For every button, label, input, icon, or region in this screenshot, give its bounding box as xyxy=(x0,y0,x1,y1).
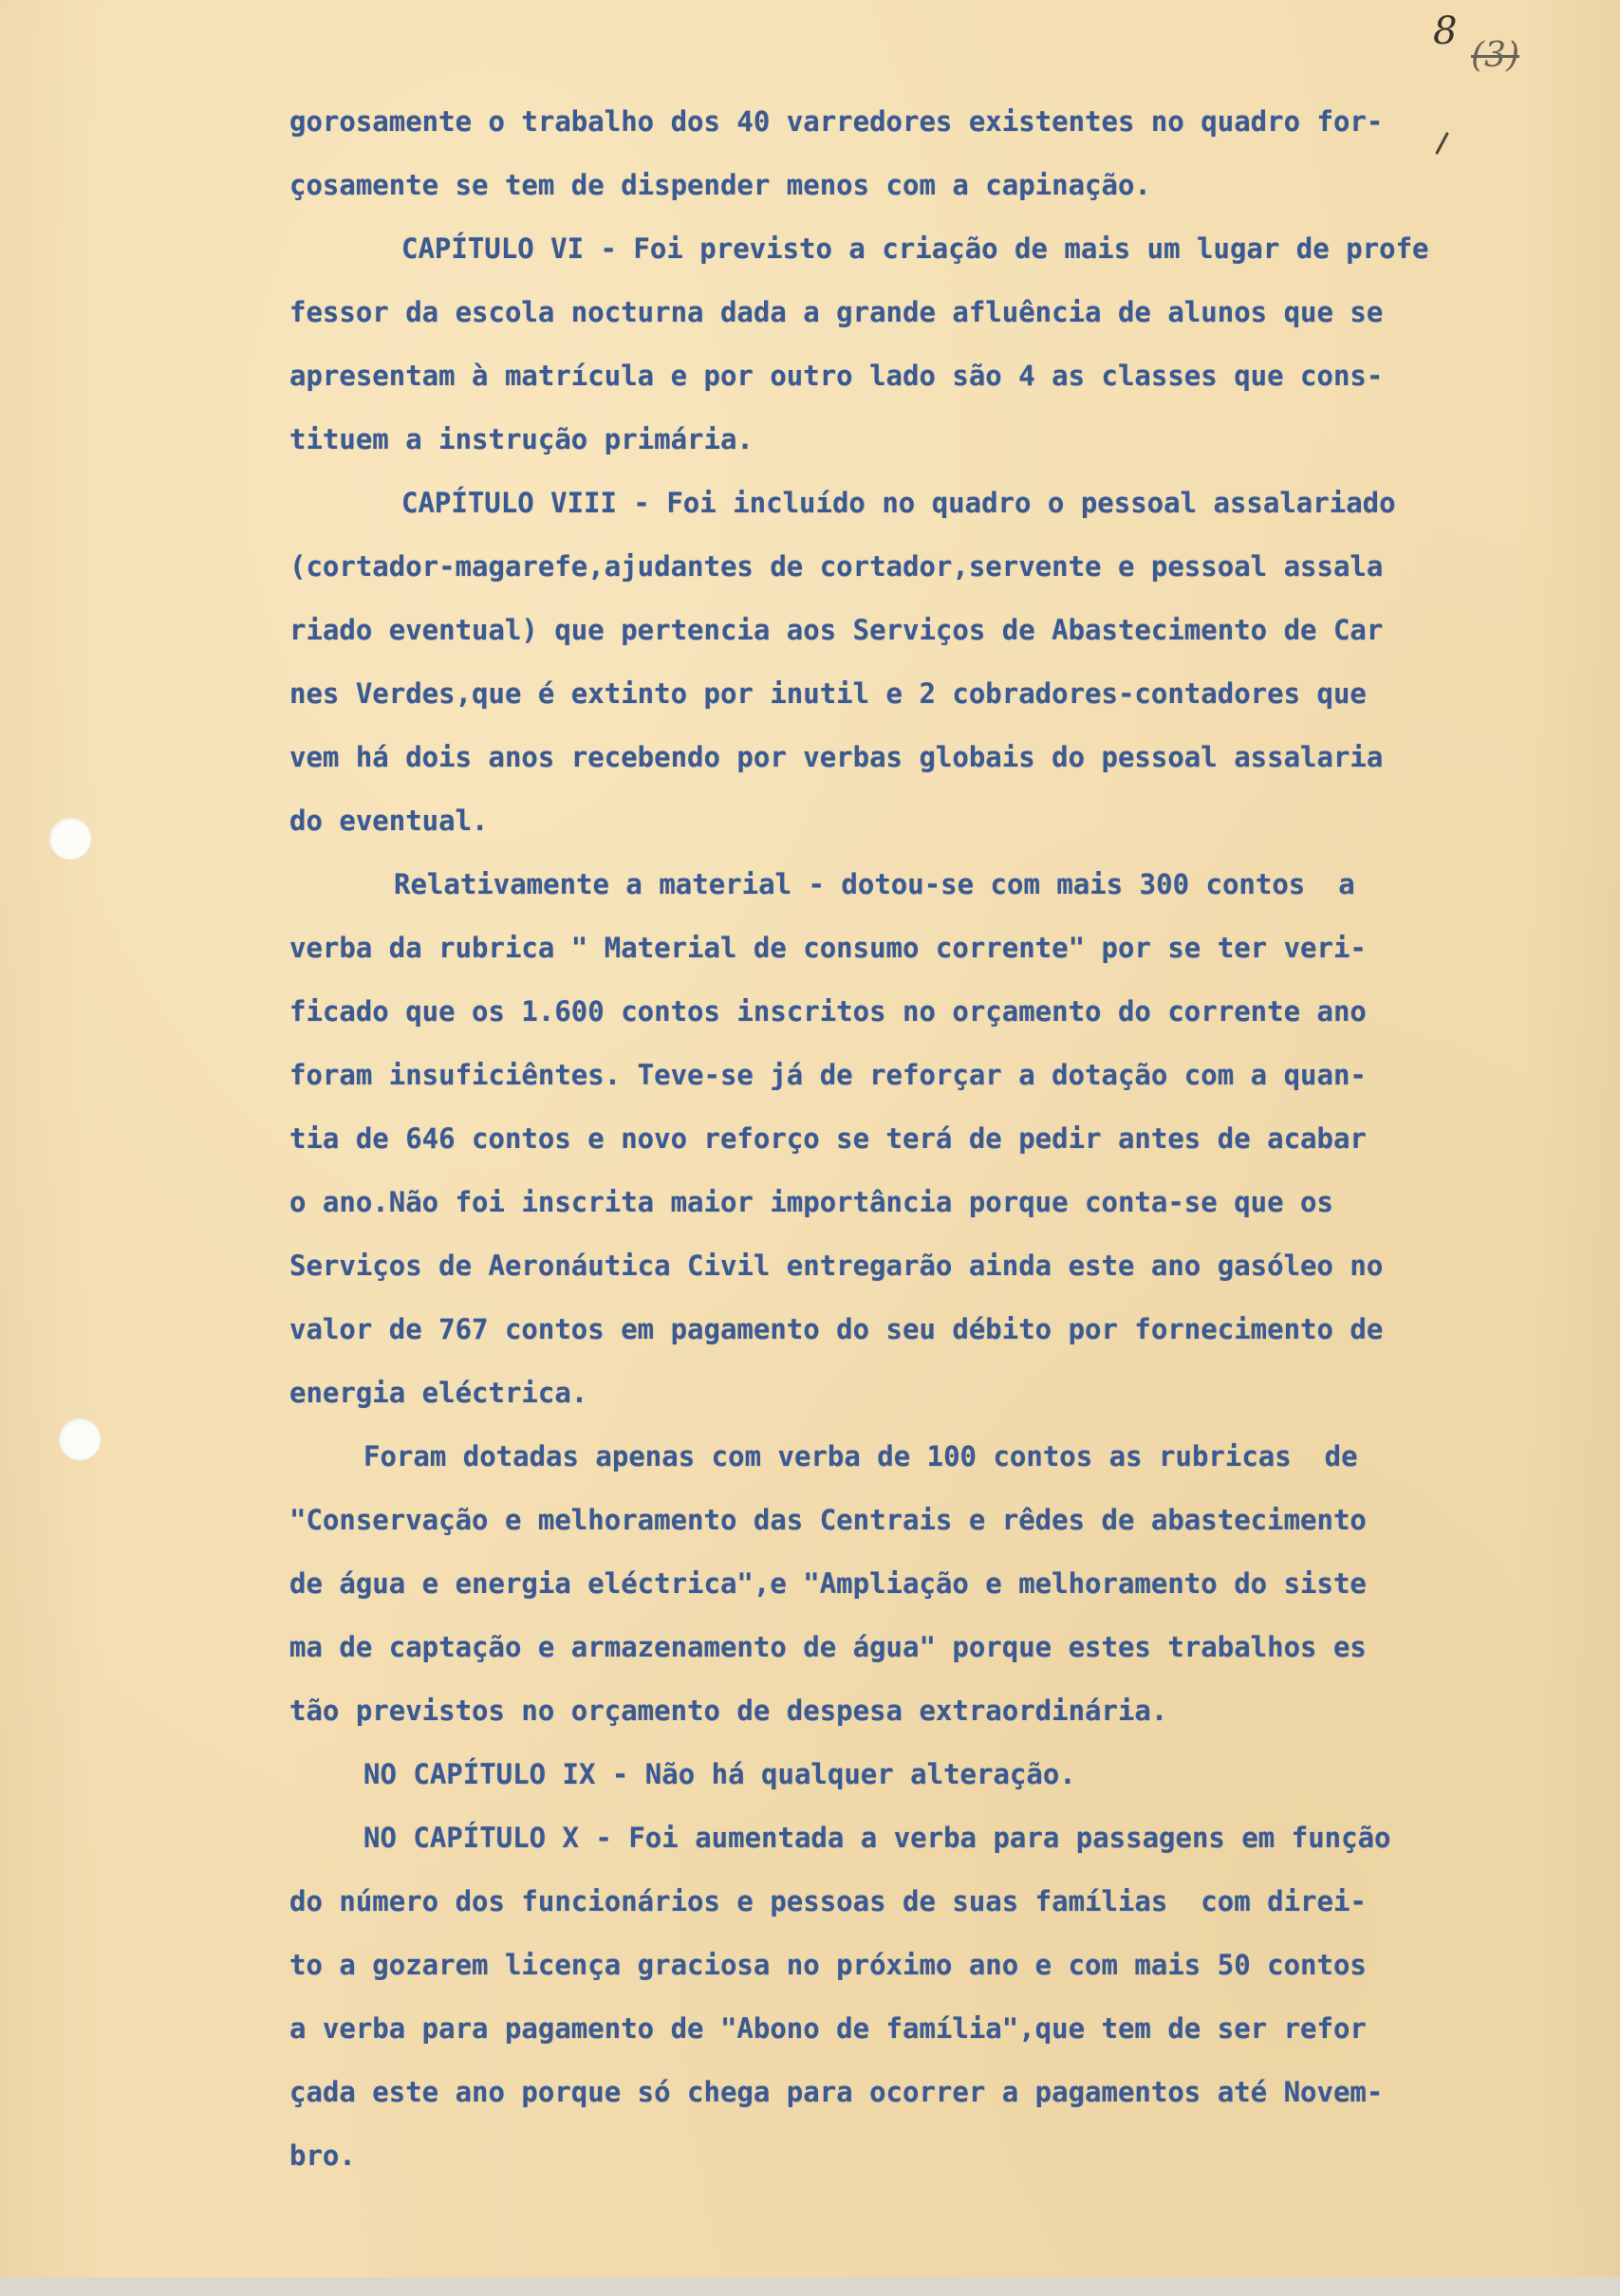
text-line: tão previstos no orçamento de despesa extraordinária. xyxy=(289,1694,1168,1727)
paragraph-start-line: Relativamente a material - dotou-se com mais 300 contos a xyxy=(394,868,1355,900)
text-line: valor de 767 contos em pagamento do seu débito por fornecimento de xyxy=(289,1313,1384,1345)
archive-number: (3) xyxy=(1471,36,1519,75)
text-line: nes Verdes,que é extinto por inutil e 2 cobradores-contadores que xyxy=(289,677,1367,710)
typed-text-body xyxy=(289,102,1552,2200)
text-line: do número dos funcionários e pessoas de suas famílias com direi- xyxy=(289,1885,1367,1917)
chapter-heading-line: NO CAPÍTULO IX - Não há qualquer alteração. xyxy=(363,1758,1076,1790)
text-line: çosamente se tem de dispender menos com a capinação. xyxy=(289,169,1151,201)
text-line: o ano.Não foi inscrita maior importância porque conta-se que os xyxy=(289,1186,1333,1218)
scan-bottom-edge xyxy=(0,2277,1620,2296)
text-line: apresentam à matrícula e por outro lado são 4 as classes que cons- xyxy=(289,360,1384,392)
text-line: (cortador-magarefe,ajudantes de cortador,servente e pessoal assala xyxy=(289,550,1384,583)
text-line: energia eléctrica. xyxy=(289,1377,588,1409)
text-line: ficado que os 1.600 contos inscritos no orçamento do corrente ano xyxy=(289,995,1367,1028)
text-line: tia de 646 contos e novo reforço se terá de pedir antes de acabar xyxy=(289,1122,1367,1155)
text-line: riado eventual) que pertencia aos Serviços de Abastecimento de Car xyxy=(289,614,1384,646)
text-line: ma de captação e armazenamento de água" porque estes trabalhos es xyxy=(289,1631,1367,1663)
chapter-heading-line: NO CAPÍTULO X - Foi aumentada a verba para passagens em função xyxy=(363,1822,1391,1854)
punch-hole-bottom xyxy=(59,1418,101,1460)
text-line: de água e energia eléctrica",e "Ampliação e melhoramento do siste xyxy=(289,1567,1367,1600)
punch-hole-top xyxy=(49,818,91,860)
text-line: foram insuficiêntes. Teve-se já de reforçar a dotação com a quan- xyxy=(289,1059,1367,1091)
text-line: verba da rubrica " Material de consumo corrente" por se ter veri- xyxy=(289,932,1367,964)
text-line: gorosamente o trabalho dos 40 varredores existentes no quadro for- xyxy=(289,105,1384,138)
text-line: çada este ano porque só chega para ocorrer a pagamentos até Novem- xyxy=(289,2076,1384,2108)
text-line: do eventual. xyxy=(289,805,489,837)
chapter-heading-line: CAPÍTULO VIII - Foi incluído no quadro o pessoal assalariado xyxy=(401,487,1396,519)
text-line: tituem a instrução primária. xyxy=(289,423,754,455)
text-line: vem há dois anos recebendo por verbas globais do pessoal assalaria xyxy=(289,741,1384,773)
text-line: "Conservação e melhoramento das Centrais e rêdes de abastecimento xyxy=(289,1504,1367,1536)
text-line: fessor da escola nocturna dada a grande afluência de alunos que se xyxy=(289,296,1384,328)
paragraph-start-line: Foram dotadas apenas com verba de 100 contos as rubricas de xyxy=(363,1440,1358,1472)
handwritten-page-number: 8 xyxy=(1433,9,1458,53)
chapter-heading-line: CAPÍTULO VI - Foi previsto a criação de mais um lugar de profe xyxy=(401,232,1429,265)
text-line: a verba para pagamento de "Abono de família",que tem de ser refor xyxy=(289,2012,1367,2045)
text-line: to a gozarem licença graciosa no próximo ano e com mais 50 contos xyxy=(289,1949,1367,1981)
text-line: Serviços de Aeronáutica Civil entregarão ainda este ano gasóleo no xyxy=(289,1250,1384,1282)
text-line: bro. xyxy=(289,2139,356,2172)
